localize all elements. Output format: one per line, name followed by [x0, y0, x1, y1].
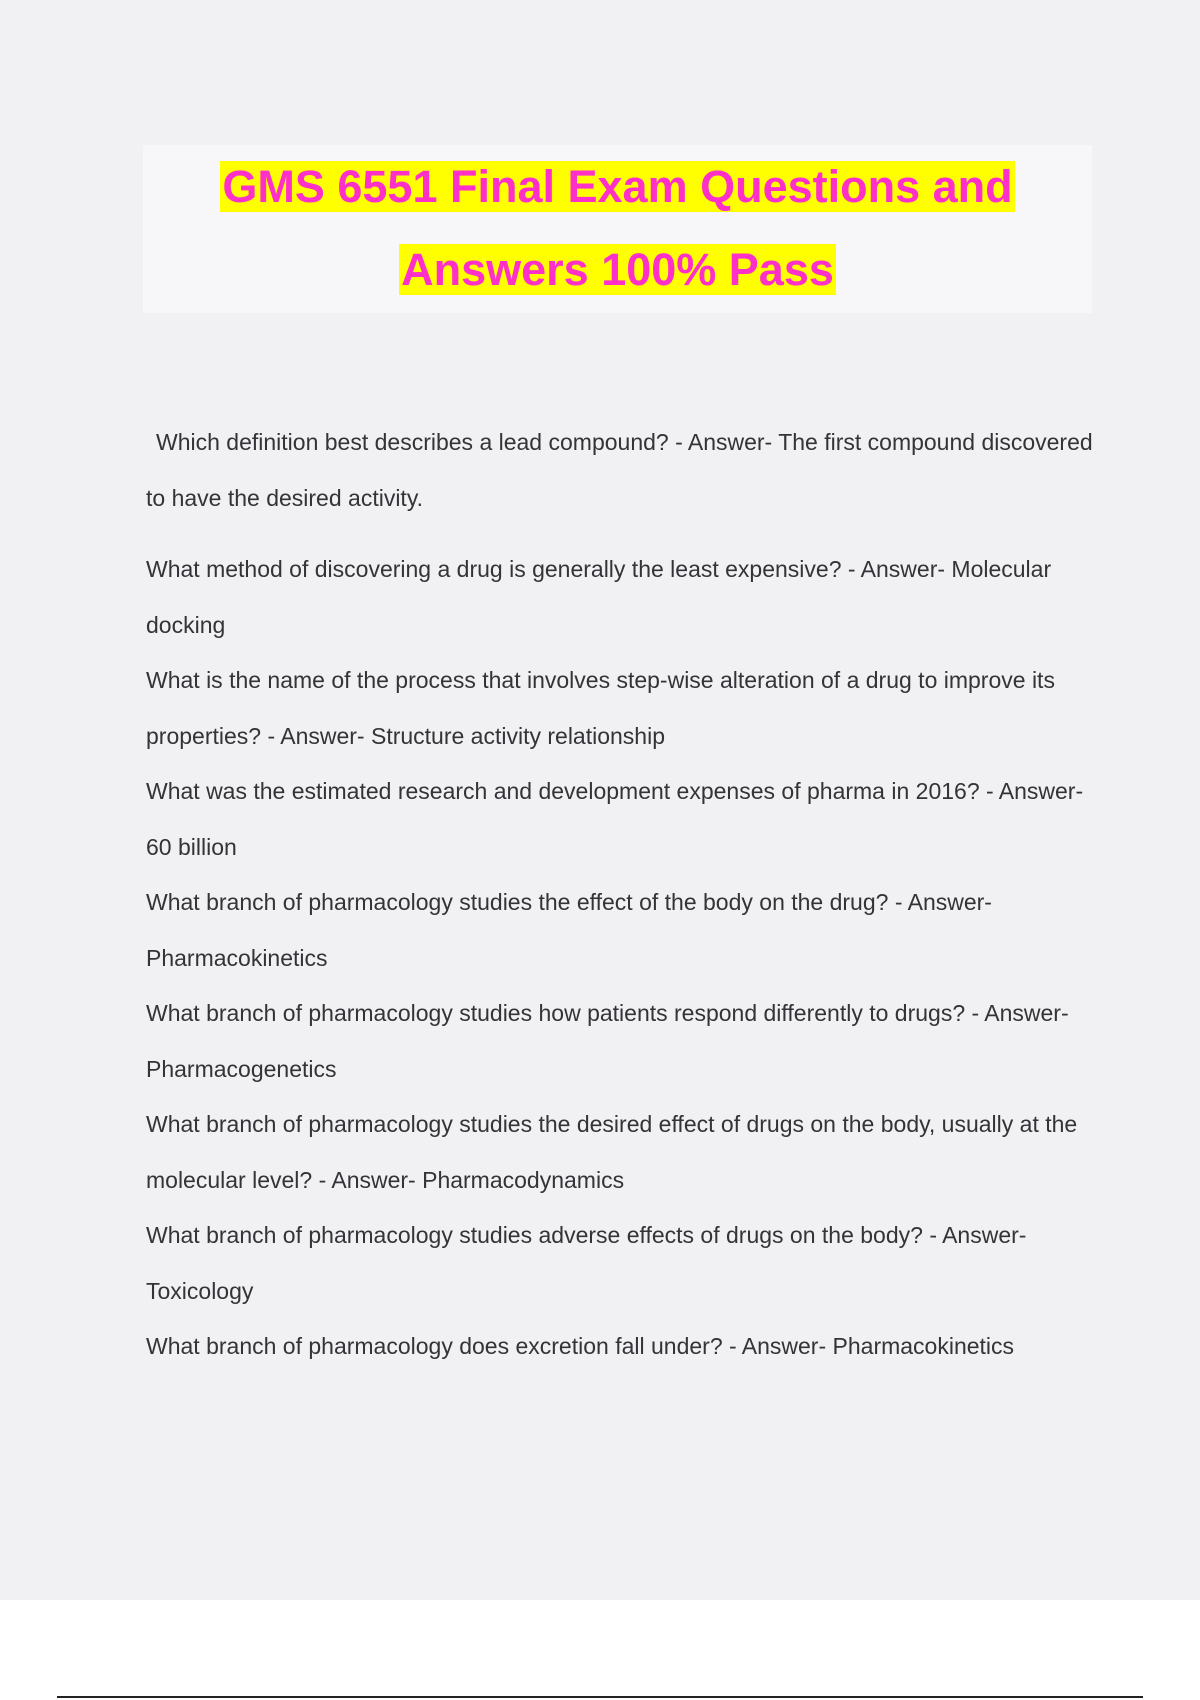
qa-item: What branch of pharmacology studies the desired effect of drugs on the body, usually at the molecular level? - Answer- Pharmacodynamics [146, 1111, 1078, 1193]
qa-item: What branch of pharmacology studies the effect of the body on the drug? - Answer- Pharmacokinetics [146, 889, 992, 971]
qa-item: What method of discovering a drug is generally the least expensive? - Answer- Molecular docking [146, 556, 1052, 638]
qa-item: What was the estimated research and development expenses of pharma in 2016? - Answer- 60 billion [146, 778, 1084, 860]
qa-item: What branch of pharmacology studies how patients respond differently to drugs? - Answer- Pharmacogenetics [146, 1000, 1069, 1082]
qa-item: What is the name of the process that involves step-wise alteration of a drug to improve its properties? - Answer- Structure activity relationship [146, 667, 1055, 749]
title-box [143, 145, 1092, 313]
qa-item: What branch of pharmacology studies adverse effects of drugs on the body? - Answer- Toxicology [146, 1222, 1027, 1304]
qa-item: Which definition best describes a lead compound? - Answer- The first compound discovered to have the desired activity. [146, 429, 1093, 511]
footer-divider [57, 1696, 1143, 1698]
title-line-1 [143, 145, 1092, 228]
title-text-1: GMS 6551 Final Exam Questions and [222, 161, 1013, 212]
qa-list [146, 415, 1096, 1375]
title-text-2: Answers 100% Pass [401, 244, 834, 295]
title-line-2 [143, 228, 1092, 311]
qa-item: What branch of pharmacology does excretion fall under? - Answer- Pharmacokinetics [146, 1333, 1015, 1359]
